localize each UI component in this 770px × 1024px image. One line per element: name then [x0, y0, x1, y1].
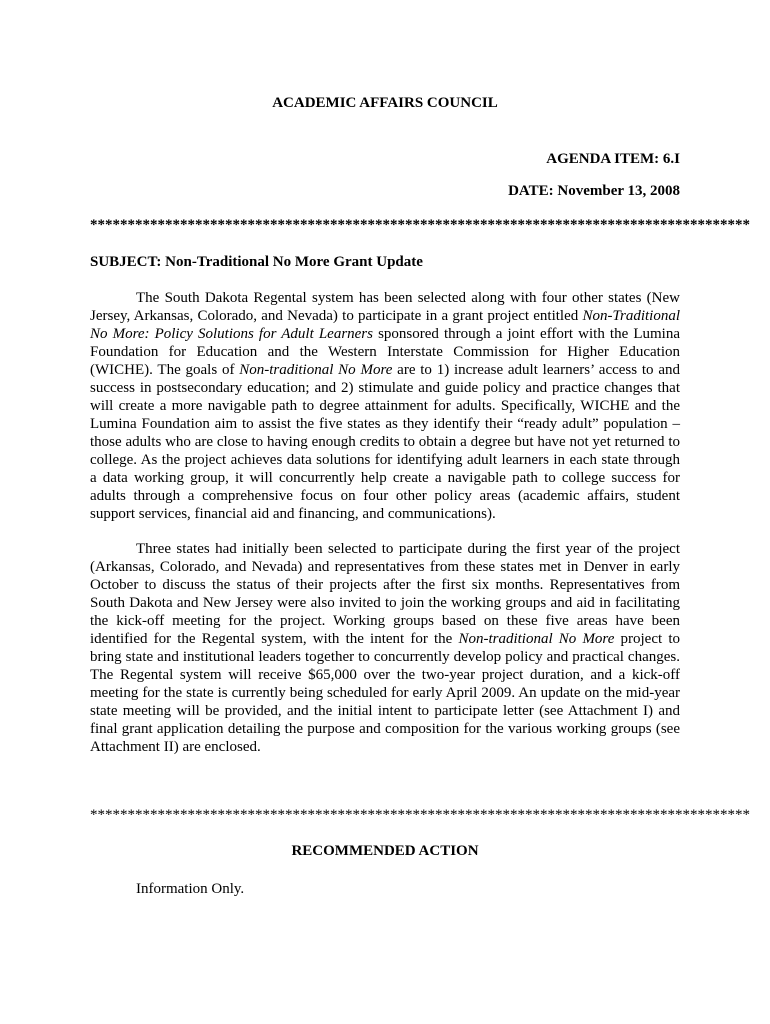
paragraph-1-program-italic: Non-traditional No More [239, 362, 393, 378]
bottom-separator: **************************************************************************************** [90, 807, 750, 823]
paragraph-1-text-c: are to 1) increase adult learners’ access to and success in postsecondary education; and 2) stimulate and guide policy and practice changes that will create a more navigable path to degree attainment for adults. Specifically, WICHE and the Lumina Foundation aim to assist the five states as they identify their “ready adult” population – those adults who are close to having enough credits to obtain a degree but have not yet returned to college. As the project achieves data solutions for identifying adult learners in each state through a data working group, it will concurrently help create a navigable path to college success for adults through a comprehensive focus on four other policy areas (academic affairs, student support services, financial aid and financing, and communications). [90, 362, 680, 522]
recommended-action-heading: RECOMMENDED ACTION [291, 843, 479, 859]
council-title: ACADEMIC AFFAIRS COUNCIL [272, 95, 498, 111]
agenda-item: AGENDA ITEM: 6.I [546, 151, 680, 167]
paragraph-1-text-a: The South Dakota Regental system has been selected along with four other states (New Jersey, Arkansas, Colorado, and Nevada) to participate in a grant project entitled [90, 290, 680, 324]
paragraph-1-title-italic: Non-Traditional No More: Policy Solutions for Adult Learners [90, 308, 680, 342]
body-paragraph-2 [90, 540, 680, 756]
paragraph-1-text-b: sponsored through a joint effort with the Lumina Foundation for Education and the Western Interstate Commission for Higher Education (WICHE). The goals of [90, 326, 680, 378]
recommended-action-text: Information Only. [136, 881, 245, 897]
paragraph-2-text-b: project to bring state and institutional leaders together to concurrently develop policy and practical changes. The Regental system will receive $65,000 over the two-year project duration, and a kick-off meeting for the state is currently being scheduled for early April 2009. An update on the mid-year state meeting will be provided, and the initial intent to participate letter (see Attachment I) and final grant application detailing the purpose and composition for the various working groups (see Attachment II) are enclosed. [90, 631, 680, 755]
subject-line: SUBJECT: Non-Traditional No More Grant Update [90, 254, 423, 270]
meeting-date: DATE: November 13, 2008 [508, 183, 680, 199]
top-separator: **************************************************************************************** [90, 217, 750, 233]
body-paragraph-1 [90, 289, 680, 523]
paragraph-2-text-a: Three states had initially been selected to participate during the first year of the project (Arkansas, Colorado, and Nevada) and representatives from these states met in Denver in early October to discuss the status of their projects after the first six months. Representatives from South Dakota and New Jersey were also invited to join the working groups and aid in facilitating the kick-off meeting for the project. Working groups based on these five areas have been identified for the Regental system, with the intent for the [90, 541, 680, 647]
paragraph-2-program-italic: Non-traditional No More [458, 631, 615, 647]
